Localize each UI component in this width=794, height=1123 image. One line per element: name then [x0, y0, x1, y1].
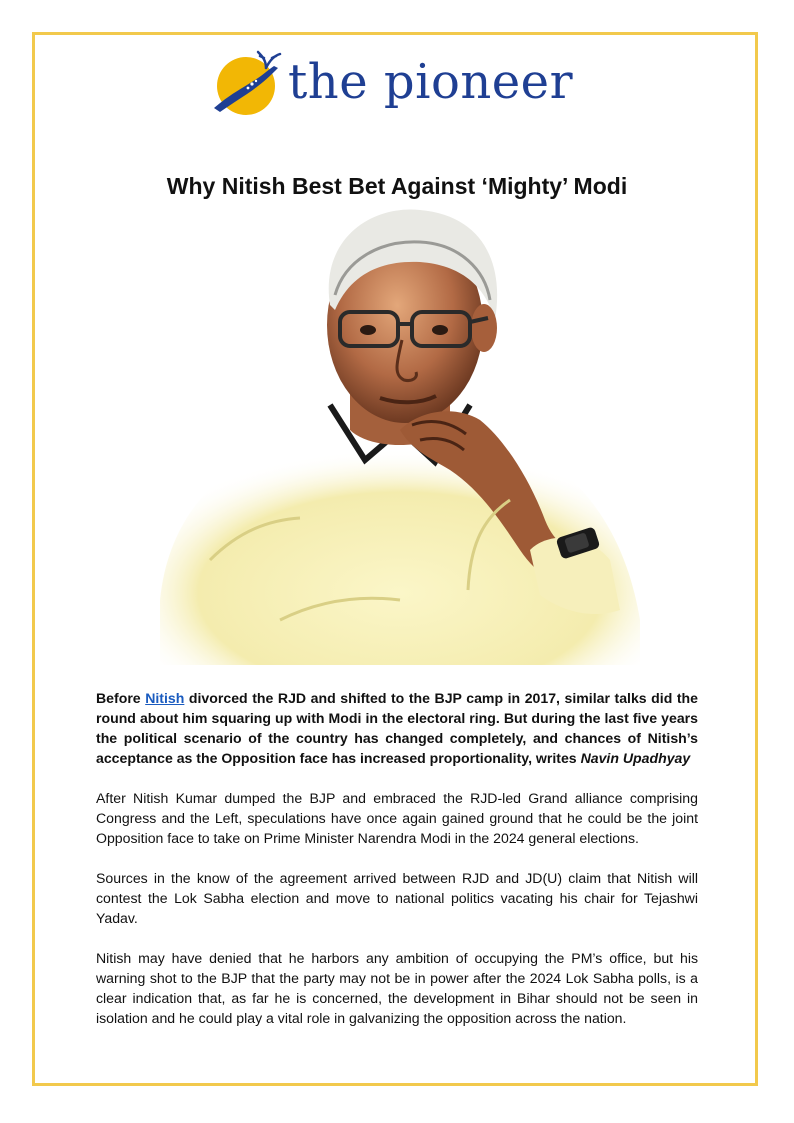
brand-wordmark[interactable]: the pioneer [288, 54, 574, 110]
article-title: Why Nitish Best Bet Against ‘Mighty’ Modi [166, 173, 628, 200]
article-paragraph-3: Nitish may have denied that he harbors any ambition of occupying the PM’s office, but his warning shot to the BJP that the party may not be in power after the 2024 Lok Sabha polls, is a clear indication that, as far he is concerned, the development in Bihar should not be seen in isolation and he could play a vital role in galvanizing the opposition across the nation. [96, 950, 698, 1026]
nitish-link[interactable]: Nitish [145, 690, 185, 706]
article-paragraph-1: After Nitish Kumar dumped the BJP and embraced the RJD-led Grand alliance comprising Congress and the Left, speculations have once again gained ground that he could be the joint Opposition face to take on Prime Minister Narendra Modi in the 2024 general elections. [96, 790, 698, 846]
author-byline: Navin Upadhyay [580, 750, 691, 766]
nitish-kumar-portrait-illustration [150, 200, 650, 665]
article-body [96, 688, 698, 1048]
lede-text-end: divorced the RJD and shifted to the BJP camp in 2017, similar talks did the round about him squaring up with Modi in the electoral ring. But during the last five years the political scenario of the country has changed completely, and chances of Nitish’s acceptance as the Opposition face has increased proportionality, writes [96, 690, 699, 766]
lede-text-start: Before [96, 690, 146, 706]
masthead [208, 46, 588, 118]
leaping-deer-sun-icon [208, 46, 284, 118]
article-lede [96, 688, 698, 768]
article-paragraph-2: Sources in the know of the agreement arrived between RJD and JD(U) claim that Nitish will contest the Lok Sabha election and move to national politics vacating his chair for Tejashwi Yadav. [96, 870, 698, 926]
